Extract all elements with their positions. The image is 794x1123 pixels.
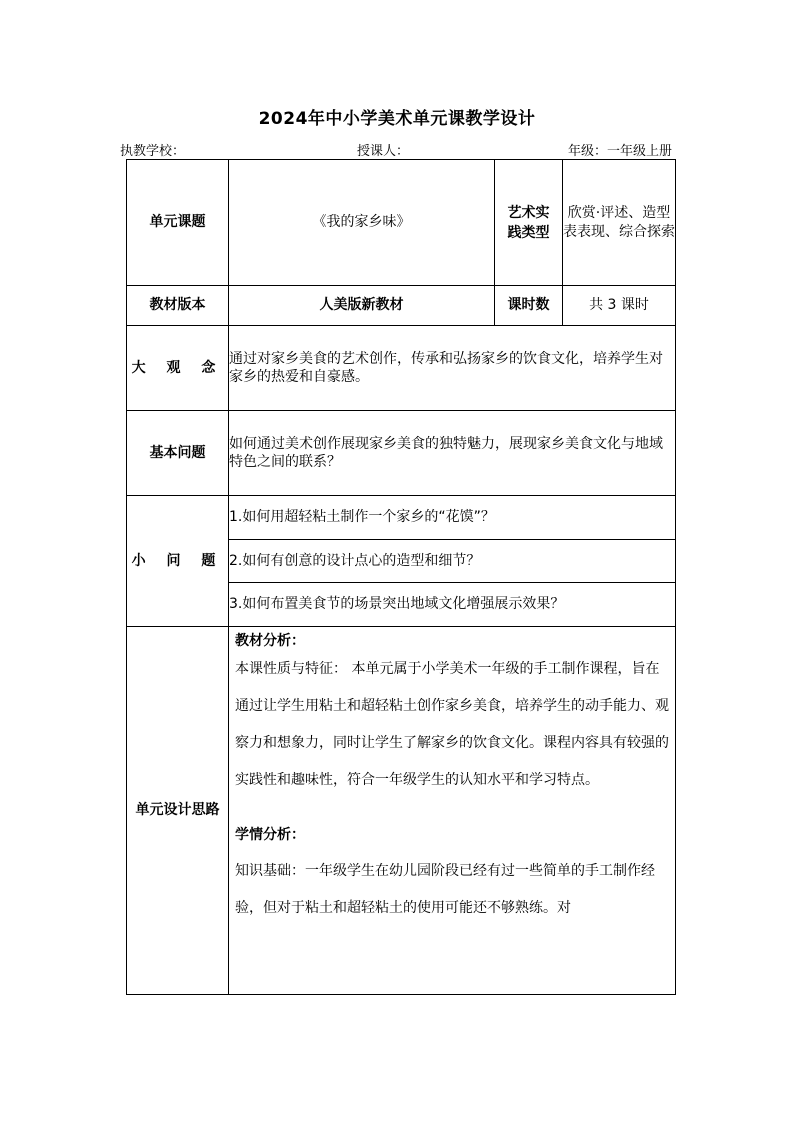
design-row bbox=[127, 627, 676, 995]
small-question-3: 3.如何布置美食节的场景突出地域文化增强展示效果？ bbox=[229, 583, 676, 627]
page-title: 2024年中小学美术单元课教学设计 bbox=[258, 109, 536, 129]
type-label: 艺术实践类型 bbox=[495, 160, 563, 286]
small-question-row-1 bbox=[127, 496, 676, 540]
small-question-label: 小 问 题 bbox=[127, 496, 229, 627]
hours-label: 课时数 bbox=[495, 286, 563, 326]
analysis-title: 教材分析： bbox=[235, 633, 305, 649]
basic-question-label: 基本问题 bbox=[127, 411, 229, 496]
design-label: 单元设计思路 bbox=[127, 627, 229, 995]
textbook-label: 教材版本 bbox=[127, 286, 229, 326]
learner-title: 学情分析： bbox=[235, 827, 305, 843]
small-question-1: 1.如何用超轻粘土制作一个家乡的“花馍”？ bbox=[229, 496, 676, 540]
type-value: 欣赏·评述、造型表表现、综合探索 bbox=[563, 160, 676, 286]
basic-question-value: 如何通过美术创作展现家乡美食的独特魅力，展现家乡美食文化与地域特色之间的联系？ bbox=[229, 411, 676, 496]
learner-body: 知识基础：一年级学生在幼儿园阶段已经有过一些简单的手工制作经验，但对于粘土和超轻粘土的使用可能还不够熟练。对 bbox=[235, 863, 655, 916]
unit-value: 《我的家乡味》 bbox=[229, 160, 495, 286]
big-idea-row bbox=[127, 326, 676, 411]
small-question-2: 2.如何有创意的设计点心的造型和细节？ bbox=[229, 540, 676, 583]
hours-value: 共 3 课时 bbox=[563, 286, 676, 326]
school-label: 执教学校： bbox=[120, 144, 186, 159]
unit-row bbox=[127, 160, 676, 286]
lesson-design-table bbox=[126, 159, 676, 995]
textbook-value: 人美版新教材 bbox=[229, 286, 495, 326]
design-content bbox=[229, 627, 676, 995]
unit-label: 单元课题 bbox=[127, 160, 229, 286]
teacher-label: 授课人： bbox=[357, 144, 410, 159]
grade-label: 年级：一年级上册 bbox=[567, 144, 672, 159]
textbook-row bbox=[127, 286, 676, 326]
analysis-body: 本课性质与特征： 本单元属于小学美术一年级的手工制作课程，旨在通过让学生用粘土和超轻粘土创作家乡美食，培养学生的动手能力、观察力和想象力，同时让学生了解家乡的饮食文化。课程内容具有较强的实践性和趣味性，符合一年级学生的认知水平和学习特点。 bbox=[235, 661, 669, 788]
big-idea-value: 通过对家乡美食的艺术创作，传承和弘扬家乡的饮食文化，培养学生对家乡的热爱和自豪感。 bbox=[229, 326, 676, 411]
big-idea-label: 大 观 念 bbox=[127, 326, 229, 411]
basic-question-row bbox=[127, 411, 676, 496]
